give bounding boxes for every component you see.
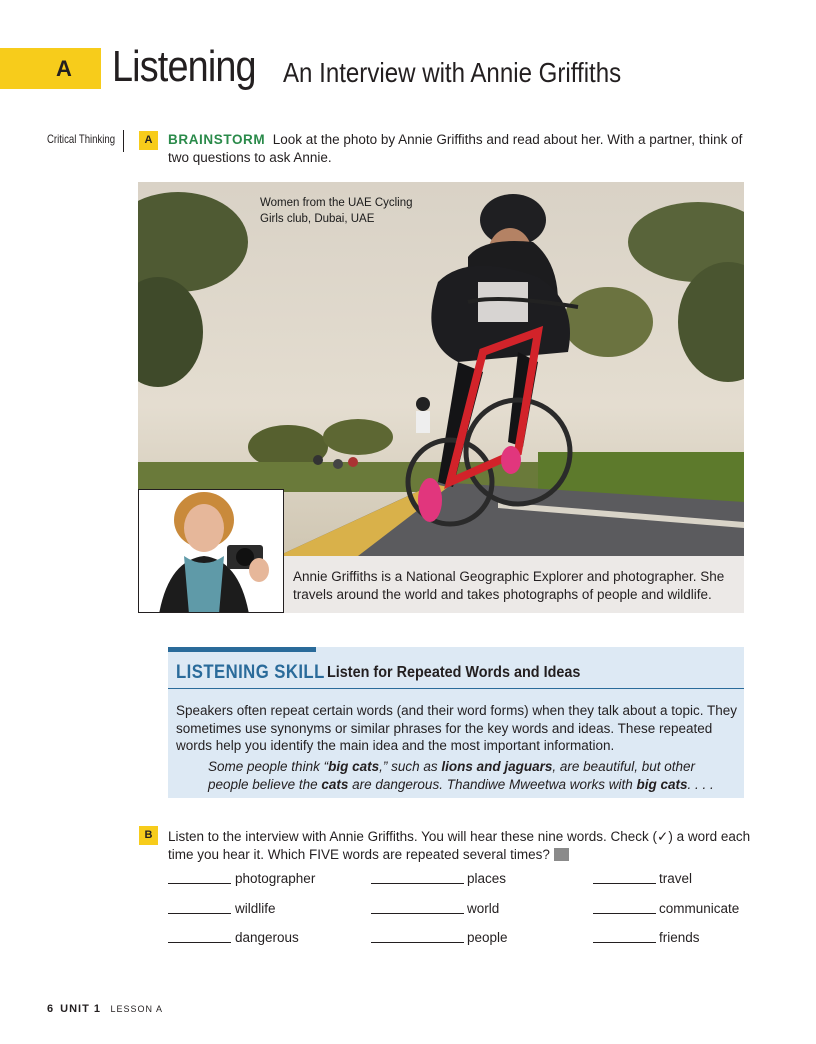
exercise-b-badge: B xyxy=(139,826,158,845)
example-text: , are beautiful, but other people believe the xyxy=(208,759,695,792)
answer-blank[interactable] xyxy=(168,942,231,943)
page-title: Listening xyxy=(112,42,256,91)
unit-label: UNIT 1 xyxy=(60,1003,101,1015)
skill-example xyxy=(208,758,738,793)
annie-griffiths-portrait xyxy=(138,489,284,613)
critical-thinking-label: Critical Thinking xyxy=(47,132,116,146)
exercise-a-badge: A xyxy=(139,131,158,150)
word-item: friends xyxy=(659,930,700,945)
example-bold: cats xyxy=(321,776,349,792)
photo-caption-line1: Women from the UAE Cycling xyxy=(260,197,413,209)
photo-caption xyxy=(260,195,413,227)
word-item: people xyxy=(467,930,508,945)
page-footer xyxy=(47,1003,163,1015)
word-item: travel xyxy=(659,871,693,886)
section-letter-box xyxy=(0,48,101,89)
word-item: places xyxy=(467,871,507,886)
answer-blank[interactable] xyxy=(593,883,656,884)
speaker-icon[interactable] xyxy=(554,848,569,861)
skill-top-bar xyxy=(168,647,316,652)
exercise-b-instruction xyxy=(168,828,758,863)
skill-body: Speakers often repeat certain words (and their word forms) when they talk about a topic. They sometimes use synonyms or similar phrases for the key words and ideas. These repeated words help you identify the main idea and the most important information. xyxy=(176,703,738,753)
example-bold: lions and jaguars xyxy=(441,759,553,774)
example-text: Some people think “ xyxy=(208,759,329,774)
example-text: . . . . xyxy=(687,776,714,792)
skill-divider xyxy=(168,688,744,689)
bio-text: Annie Griffiths is a National Geographic Explorer and photographer. She travels around the world and takes photographs of people and wildlife. xyxy=(293,569,725,602)
example-bold: big cats xyxy=(636,776,688,792)
word-item: photographer xyxy=(235,871,316,886)
answer-blank[interactable] xyxy=(371,942,464,943)
example-bold: big cats xyxy=(328,759,380,774)
answer-blank[interactable] xyxy=(593,942,656,943)
answer-blank[interactable] xyxy=(371,883,464,884)
word-item: communicate xyxy=(659,901,740,916)
page-subtitle: An Interview with Annie Griffiths xyxy=(283,57,622,88)
answer-blank[interactable] xyxy=(371,913,464,914)
photo-caption-line2: Girls club, Dubai, UAE xyxy=(260,213,375,225)
word-item: wildlife xyxy=(235,901,276,916)
skill-label: LISTENING SKILL xyxy=(176,662,325,683)
answer-blank[interactable] xyxy=(593,913,656,914)
word-item: dangerous xyxy=(235,930,299,945)
example-text: are dangerous. Thandiwe Mweetwa works with xyxy=(348,776,637,792)
skill-title: Listen for Repeated Words and Ideas xyxy=(327,664,581,681)
answer-blank[interactable] xyxy=(168,883,231,884)
side-divider xyxy=(123,130,124,152)
exercise-b-text: Listen to the interview with Annie Griffiths. You will hear these nine words. Check (✓) a word each time you hear it. Which FIVE words are repeated several times? xyxy=(168,829,751,862)
brainstorm-keyword: BRAINSTORM xyxy=(168,132,266,147)
brainstorm-text: Look at the photo by Annie Griffiths and read about her. With a partner, think of two questions to ask Annie. xyxy=(168,132,743,165)
brainstorm-instruction xyxy=(168,131,758,166)
word-item: world xyxy=(467,901,500,916)
example-text: ,” such as xyxy=(379,759,442,774)
section-letter: A xyxy=(56,56,72,81)
page-number: 6 xyxy=(47,1003,55,1015)
lesson-label: LESSON A xyxy=(110,1004,164,1014)
answer-blank[interactable] xyxy=(168,913,231,914)
